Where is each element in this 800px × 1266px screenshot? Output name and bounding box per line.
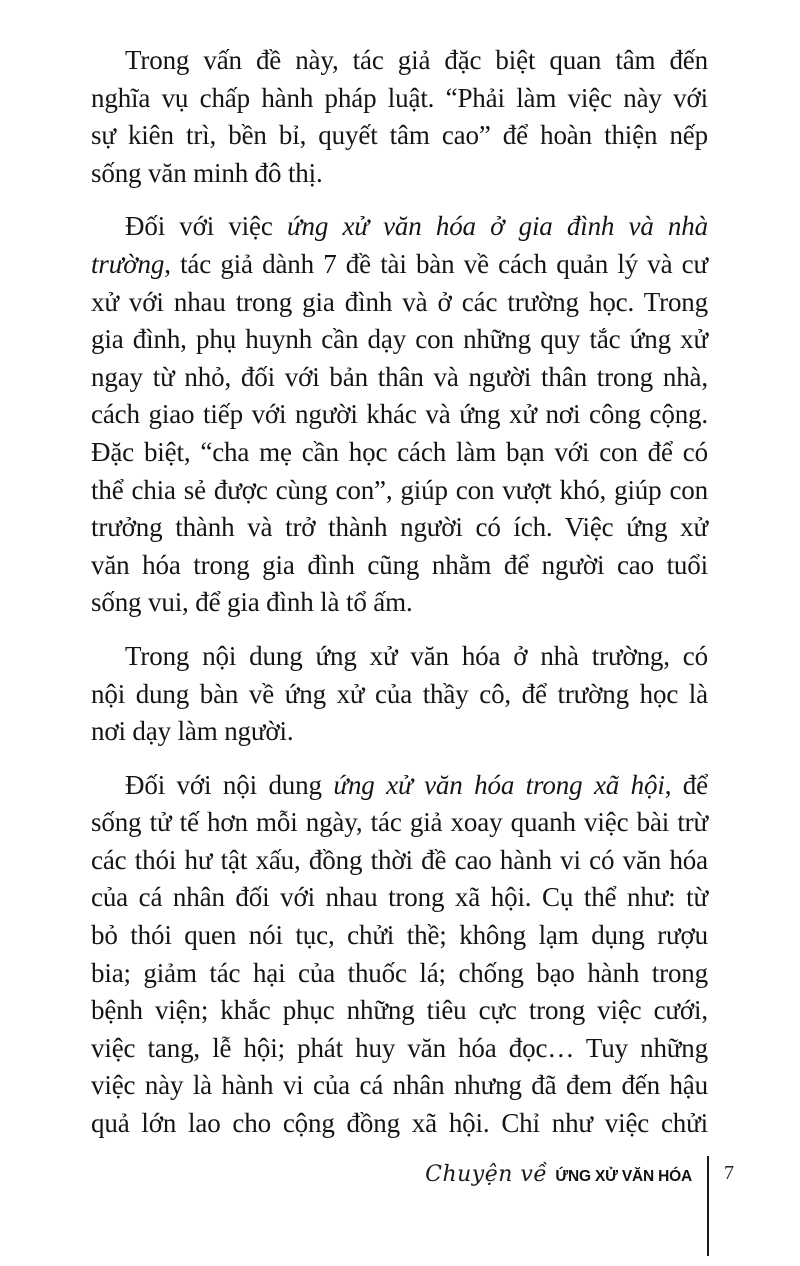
page-footer xyxy=(0,1140,800,1266)
text-line xyxy=(91,321,708,359)
text-run: nơi dạy làm người. xyxy=(91,716,294,747)
italic-phrase: ứng xử văn hóa trong xã hội xyxy=(333,769,665,800)
text-run: sống văn minh đô thị. xyxy=(91,157,323,188)
text-line xyxy=(91,117,708,155)
text-run: , tác giả dành 7 đề tài bàn về cách quản lý và cư xyxy=(164,248,708,279)
paragraph xyxy=(91,767,708,1143)
text-line xyxy=(91,1105,708,1143)
text-line xyxy=(91,359,708,397)
text-run: sống tử tế hơn mỗi ngày, tác giả xoay quanh việc bài trừ xyxy=(91,807,708,838)
text-line xyxy=(91,246,708,284)
text-line xyxy=(91,992,708,1030)
text-run: văn hóa trong gia đình cũng nhằm để người cao tuổi xyxy=(91,549,708,580)
italic-phrase: trường xyxy=(91,248,165,279)
text-run: gia đình, phụ huynh cần dạy con những quy tắc ứng xử xyxy=(91,324,708,355)
paragraph xyxy=(91,208,708,622)
text-run: bệnh viện; khắc phục những tiêu cực trong việc cưới, xyxy=(91,995,708,1026)
text-run: Trong nội dung ứng xử văn hóa ở nhà trường, có xyxy=(125,640,708,671)
text-run: sự kiên trì, bền bỉ, quyết tâm cao” để hoàn thiện nếp xyxy=(91,120,708,151)
text-line xyxy=(91,1030,708,1068)
text-line xyxy=(91,472,708,510)
paragraph xyxy=(91,42,708,192)
text-run: nội dung bàn về ứng xử của thầy cô, để trường học là xyxy=(91,678,708,709)
text-run: quả lớn lao cho cộng đồng xã hội. Chỉ như việc chửi xyxy=(91,1108,708,1139)
text-line xyxy=(91,955,708,993)
text-line xyxy=(91,155,708,193)
text-run: việc này là hành vi của cá nhân nhưng đã đem đến hậu xyxy=(91,1070,708,1101)
paragraph xyxy=(91,638,708,751)
text-line xyxy=(91,1067,708,1105)
running-title-caps: ỨNG XỬ VĂN HÓA xyxy=(555,1168,692,1185)
text-line xyxy=(91,434,708,472)
text-line xyxy=(91,584,708,622)
text-run: nghĩa vụ chấp hành pháp luật. “Phải làm việc này với xyxy=(91,82,708,113)
text-line xyxy=(91,804,708,842)
text-line xyxy=(91,284,708,322)
footer-divider xyxy=(707,1156,709,1256)
text-run: bia; giảm tác hại của thuốc lá; chống bạo hành trong xyxy=(91,957,708,988)
running-title xyxy=(425,1162,692,1187)
text-run: xử với nhau trong gia đình và ở các trường học. Trong xyxy=(91,286,708,317)
text-run: trưởng thành và trở thành người có ích. Việc ứng xử xyxy=(91,512,708,543)
text-run: Đặc biệt, “cha mẹ cần học cách làm bạn với con để có xyxy=(91,436,708,467)
text-run: cách giao tiếp với người khác và ứng xử nơi công cộng. xyxy=(91,399,708,430)
text-line xyxy=(91,80,708,118)
text-line xyxy=(91,676,708,714)
page-body xyxy=(91,42,708,1159)
running-title-script: Chuyện về xyxy=(425,1162,548,1187)
text-line xyxy=(91,509,708,547)
text-run: của cá nhân đối với nhau trong xã hội. Cụ thể như: từ xyxy=(91,882,708,913)
text-line xyxy=(91,638,708,676)
text-line xyxy=(91,396,708,434)
text-run: việc tang, lễ hội; phát huy văn hóa đọc… Tuy những xyxy=(91,1032,708,1063)
italic-phrase: ứng xử văn hóa ở gia đình và nhà xyxy=(286,211,708,242)
text-run: ngay từ nhỏ, đối với bản thân và người thân trong nhà, xyxy=(91,361,708,392)
text-run: Đối với việc xyxy=(125,211,287,242)
text-run: Trong vấn đề này, tác giả đặc biệt quan tâm đến xyxy=(125,45,708,75)
text-run: các thói hư tật xấu, đồng thời đề cao hành vi có văn hóa xyxy=(91,844,708,875)
text-line xyxy=(91,547,708,585)
text-line xyxy=(91,208,708,246)
text-run: bỏ thói quen nói tục, chửi thề; không lạm dụng rượu xyxy=(91,920,708,951)
text-line xyxy=(91,917,708,955)
text-line xyxy=(91,767,708,805)
text-line xyxy=(91,42,708,80)
text-line xyxy=(91,842,708,880)
text-run: sống vui, để gia đình là tổ ấm. xyxy=(91,587,413,618)
page-number: 7 xyxy=(724,1162,734,1184)
text-line xyxy=(91,713,708,751)
text-run: thể chia sẻ được cùng con”, giúp con vượt khó, giúp con xyxy=(91,474,708,505)
text-run: , để xyxy=(664,769,708,800)
text-run: Đối với nội dung xyxy=(125,769,334,800)
text-line xyxy=(91,879,708,917)
